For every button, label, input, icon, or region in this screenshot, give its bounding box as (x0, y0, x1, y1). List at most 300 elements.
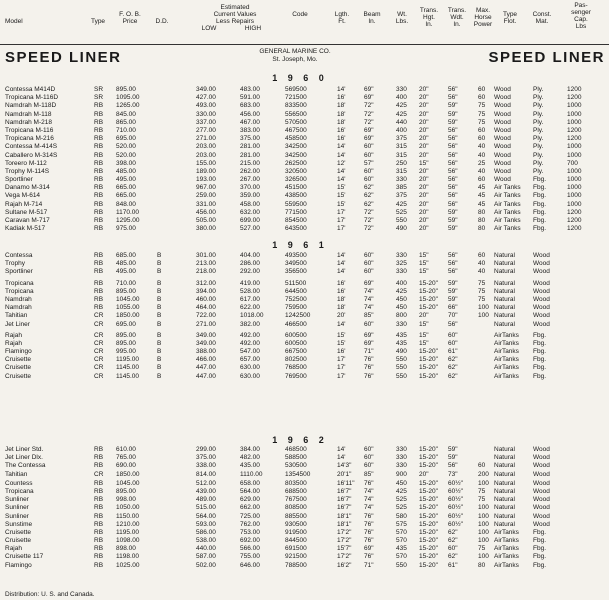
cell-cap: 1000 (567, 102, 582, 110)
cell-cap: 700 (567, 159, 578, 167)
cell-beam: 85" (364, 312, 374, 320)
cell-wdt: 61" (448, 348, 458, 356)
cell-cap: 1000 (567, 192, 582, 200)
cell-hgt: 20" (419, 200, 429, 208)
cell-code: 451500 (285, 184, 307, 192)
cell-high: 622.00 (240, 304, 260, 312)
cell-low: 967.00 (196, 184, 216, 192)
cell-mat: Ply. (533, 118, 544, 126)
brand-left-title: SPEED LINER (5, 49, 122, 66)
cell-code: 467500 (285, 126, 307, 134)
cell-lgth: 14' (337, 446, 346, 453)
cell-wdt: 62" (448, 364, 458, 372)
cell-cap: 1200 (567, 126, 582, 134)
cell-mat: Wood (533, 295, 550, 303)
cell-model: Jet Liner (5, 320, 30, 328)
cell-wdt: 60" (448, 545, 458, 553)
cell-hgt: 20" (419, 86, 429, 93)
cell-beam: 76" (364, 479, 374, 487)
cell-type: RB (94, 208, 104, 216)
cell-hgt: 20" (419, 126, 429, 134)
cell-model: Toreero M-112 (5, 159, 47, 167)
cell-flat: Natural (494, 268, 515, 276)
cell-wt: 425 (396, 110, 407, 118)
header-mat: Const. Mat. (532, 11, 552, 25)
header-hp: Max. Horse Power (473, 7, 493, 28)
cell-code: 667500 (285, 348, 307, 356)
cell-low: 440.00 (196, 545, 216, 553)
cell-code: 885500 (285, 512, 307, 520)
cell-price: 665.00 (116, 184, 136, 192)
cell-hgt: 15-20" (419, 496, 438, 504)
cell-wdt: 60½" (448, 496, 463, 504)
cell-low: 493.00 (196, 102, 216, 110)
cell-type: RB (94, 512, 104, 520)
cell-model: Namdrah M-218 (5, 118, 52, 126)
cell-beam: 72" (364, 208, 374, 216)
cell-cap: 1200 (567, 135, 582, 143)
cell-price: 1198.00 (116, 553, 140, 561)
cell-high: 527.00 (240, 225, 260, 233)
cell-wdt: 59" (448, 118, 458, 126)
table-row (0, 288, 609, 296)
cell-beam: 60" (364, 167, 374, 175)
cell-wt: 385 (396, 184, 407, 192)
cell-model: Rajah M-714 (5, 200, 43, 208)
cell-low: 502.00 (196, 561, 216, 569)
cell-lgth: 14' (337, 143, 346, 151)
table-row (0, 296, 609, 304)
cell-low: 331.00 (196, 200, 216, 208)
cell-hgt: 15-20" (419, 520, 438, 528)
cell-lgth: 14' (337, 151, 346, 159)
cell-wt: 330 (396, 252, 407, 259)
cell-wdt: 56" (448, 159, 458, 167)
cell-high: 662.00 (240, 504, 260, 512)
cell-high: 286.00 (240, 260, 260, 268)
cell-mat: Fbg. (533, 372, 547, 380)
cell-type: RB (94, 217, 104, 224)
cell-price: 1145.00 (116, 372, 140, 380)
table-row (0, 160, 609, 168)
cell-wt: 330 (396, 454, 407, 462)
cell-price: 865.00 (116, 118, 136, 126)
cell-type: RB (94, 295, 104, 303)
company-city: St. Joseph, Mo. (272, 55, 318, 63)
cell-hgt: 15-20" (419, 479, 438, 487)
cell-high: 382.00 (240, 320, 260, 328)
cell-wt: 490 (396, 348, 407, 356)
cell-wt: 525 (396, 208, 407, 216)
cell-lgth: 15' (337, 200, 346, 208)
cell-hgt: 15-20" (419, 537, 438, 545)
cell-type: RB (94, 268, 104, 276)
cell-beam: 76" (364, 372, 374, 380)
cell-code: 342500 (285, 143, 307, 151)
table-row (0, 348, 609, 356)
cell-beam: 69" (364, 126, 374, 134)
cell-low: 460.00 (196, 295, 216, 303)
cell-mat: Wood (533, 304, 550, 312)
cell-dd: B (157, 320, 162, 328)
cell-mat: Fbg. (533, 192, 547, 200)
cell-dd: B (157, 252, 162, 259)
cell-hgt: 15-20" (419, 504, 438, 512)
section-table (0, 86, 609, 233)
cell-dd: B (157, 279, 162, 287)
cell-wdt: 59" (448, 217, 458, 224)
cell-dd: B (157, 312, 162, 320)
cell-beam: 62" (364, 192, 374, 200)
cell-wdt: 59" (448, 279, 458, 287)
cell-hp: 60 (478, 135, 486, 143)
cell-high: 566.00 (240, 545, 260, 553)
cell-beam: 60" (364, 320, 374, 328)
cell-model: Namdrah (5, 295, 32, 303)
cell-price: 520.00 (116, 143, 136, 151)
cell-hgt: 15-20" (419, 545, 438, 553)
cell-price: 895.00 (116, 331, 136, 339)
cell-beam: 76" (364, 528, 374, 536)
cell-low: 538.00 (196, 537, 216, 545)
cell-wdt: 60" (448, 331, 458, 339)
cell-high: 482.00 (240, 454, 260, 462)
cell-wt: 900 (396, 470, 407, 478)
cell-lgth: 15' (337, 331, 346, 339)
cell-beam: 76" (364, 356, 374, 364)
cell-flat: AirTanks (494, 331, 519, 339)
cell-hp: 100 (478, 553, 489, 561)
cell-wdt: 56" (448, 268, 458, 276)
cell-mat: Fbg. (533, 528, 547, 536)
cell-wdt: 56" (448, 462, 458, 470)
cell-high: 215.00 (240, 159, 260, 167)
cell-low: 193.00 (196, 176, 216, 184)
cell-dd: B (157, 348, 162, 356)
cell-low: 564.00 (196, 512, 216, 520)
cell-mat: Fbg. (533, 208, 547, 216)
cell-wt: 450 (396, 295, 407, 303)
cell-model: Sunliner (5, 512, 29, 520)
cell-lgth: 17' (337, 225, 346, 233)
cell-wt: 425 (396, 200, 407, 208)
cell-mat: Fbg. (533, 545, 547, 553)
cell-code: 752500 (285, 295, 307, 303)
cell-beam: 72" (364, 110, 374, 118)
cell-hgt: 15-20" (419, 372, 438, 380)
cell-hgt: 15-20" (419, 364, 438, 372)
cell-hp: 100 (478, 528, 489, 536)
cell-price: 1150.00 (116, 512, 140, 520)
cell-type: RB (94, 454, 104, 462)
cell-lgth: 14' (337, 260, 346, 268)
cell-beam: 72" (364, 225, 374, 233)
cell-price: 1145.00 (116, 364, 140, 372)
cell-type: RB (94, 504, 104, 512)
cell-lgth: 15'7" (337, 545, 352, 553)
cell-code: 320500 (285, 167, 307, 175)
cell-model: Tropicana M-116D (5, 94, 59, 102)
table-row (0, 143, 609, 151)
cell-mat: Fbg. (533, 364, 547, 372)
cell-price: 495.00 (116, 176, 136, 184)
cell-code: 844500 (285, 537, 307, 545)
cell-flat: Air Tanks (494, 208, 521, 216)
cell-dd: B (157, 268, 162, 276)
cell-low: 271.00 (196, 320, 216, 328)
cell-mat: Wood (533, 446, 550, 453)
cell-code: 458500 (285, 135, 307, 143)
cell-model: Caravan M-717 (5, 217, 50, 224)
cell-model: Rajah (5, 545, 22, 553)
cell-hp: 75 (478, 279, 486, 287)
cell-flat: Wood (494, 159, 511, 167)
table-row (0, 321, 609, 329)
cell-hgt: 20" (419, 94, 429, 102)
cell-low: 312.00 (196, 279, 216, 287)
cell-type: RB (94, 446, 104, 453)
cell-beam: 76" (364, 520, 374, 528)
cell-lgth: 16'2" (337, 561, 352, 569)
cell-type: RB (94, 225, 104, 233)
cell-hp: 60 (478, 126, 486, 134)
cell-beam: 72" (364, 217, 374, 224)
cell-price: 1095.00 (116, 94, 140, 102)
cell-price: 995.00 (116, 348, 136, 356)
cell-wt: 575 (396, 520, 407, 528)
cell-code: 600500 (285, 339, 307, 347)
cell-beam: 60" (364, 268, 374, 276)
cell-code: 262500 (285, 159, 307, 167)
cell-code: 570500 (285, 118, 307, 126)
cell-mat: Wood (533, 487, 550, 495)
cell-lgth: 15' (337, 339, 346, 347)
header-type: Type (90, 18, 106, 25)
header-wdt: Trans. Wdt. In. (447, 7, 467, 28)
cell-mat: Wood (533, 279, 550, 287)
cell-beam: 69" (364, 331, 374, 339)
cell-hp: 40 (478, 167, 486, 175)
cell-code: 511500 (285, 279, 307, 287)
cell-lgth: 17'2" (337, 528, 352, 536)
cell-lgth: 14'3" (337, 462, 352, 470)
cell-beam: 60" (364, 446, 374, 453)
cell-hp: 40 (478, 260, 486, 268)
cell-code: 493500 (285, 252, 307, 259)
table-row (0, 332, 609, 340)
cell-hp: 100 (478, 312, 489, 320)
cell-beam: 62" (364, 184, 374, 192)
cell-lgth: 14' (337, 167, 346, 175)
cell-code: 1354500 (285, 470, 311, 478)
cell-mat: Wood (533, 287, 550, 295)
cell-high: 657.00 (240, 356, 260, 364)
cell-price: 765.00 (116, 454, 136, 462)
cell-beam: 60" (364, 462, 374, 470)
cell-price: 398.00 (116, 159, 136, 167)
cell-hgt: 15-20" (419, 487, 438, 495)
cell-low: 349.00 (196, 331, 216, 339)
cell-low: 587.00 (196, 553, 216, 561)
cell-hgt: 15" (419, 320, 429, 328)
cell-mat: Wood (533, 320, 550, 328)
cell-high: 591.00 (240, 94, 260, 102)
cell-lgth: 16'11" (337, 479, 355, 487)
cell-flat: AirTanks (494, 348, 519, 356)
table-row (0, 521, 609, 529)
cell-low: 375.00 (196, 454, 216, 462)
cell-type: SR (94, 86, 104, 93)
cell-flat: Wood (494, 118, 511, 126)
cell-price: 895.00 (116, 86, 136, 93)
cell-low: 349.00 (196, 339, 216, 347)
table-row (0, 488, 609, 496)
cell-cap: 1000 (567, 151, 582, 159)
cell-beam: 69" (364, 339, 374, 347)
cell-hp: 60 (478, 462, 486, 470)
cell-hgt: 20" (419, 118, 429, 126)
cell-cap: 1200 (567, 217, 582, 224)
cell-mat: Ply. (533, 143, 544, 151)
cell-model: Contessa (5, 252, 33, 259)
cell-hp: 100 (478, 520, 489, 528)
cell-wt: 550 (396, 217, 407, 224)
cell-wt: 490 (396, 225, 407, 233)
cell-beam: 57" (364, 159, 374, 167)
cell-cap: 1000 (567, 118, 582, 126)
cell-wdt: 60½" (448, 512, 463, 520)
cell-code: 643500 (285, 225, 307, 233)
cell-wt: 325 (396, 260, 407, 268)
cell-high: 404.00 (240, 252, 260, 259)
header-high: HIGH (244, 25, 262, 32)
cell-wdt: 70" (448, 312, 458, 320)
cell-model: Sunliner (5, 496, 29, 504)
cell-type: RB (94, 561, 104, 569)
cell-flat: Wood (494, 135, 511, 143)
cell-flat: Natural (494, 512, 515, 520)
table-row (0, 184, 609, 192)
table-row (0, 373, 609, 381)
cell-wt: 550 (396, 372, 407, 380)
cell-hp: 75 (478, 118, 486, 126)
cell-low: 466.00 (196, 356, 216, 364)
cell-code: 530500 (285, 462, 307, 470)
cell-price: 495.00 (116, 268, 136, 276)
cell-high: 646.00 (240, 561, 260, 569)
cell-hgt: 15" (419, 252, 429, 259)
cell-beam: 72" (364, 102, 374, 110)
table-row (0, 152, 609, 160)
cell-type: RB (94, 553, 104, 561)
cell-hgt: 15" (419, 339, 429, 347)
cell-low: 464.00 (196, 304, 216, 312)
cell-code: 468500 (285, 446, 307, 453)
table-row (0, 496, 609, 504)
cell-flat: Wood (494, 94, 511, 102)
cell-dd: B (157, 372, 162, 380)
cell-type: CR (94, 356, 104, 364)
cell-price: 895.00 (116, 339, 136, 347)
cell-hp: 75 (478, 295, 486, 303)
cell-wt: 400 (396, 126, 407, 134)
cell-price: 1850.00 (116, 470, 140, 478)
cell-price: 1025.00 (116, 561, 140, 569)
cell-type: SR (94, 94, 104, 102)
cell-high: 617.00 (240, 295, 260, 303)
cell-low: 155.00 (196, 159, 216, 167)
cell-mat: Wood (533, 462, 550, 470)
cell-hgt: 15-20" (419, 561, 438, 569)
cell-wdt: 56" (448, 176, 458, 184)
cell-model: Flamingo (5, 561, 32, 569)
cell-type: RB (94, 287, 104, 295)
cell-flat: Wood (494, 143, 511, 151)
cell-code: 768500 (285, 364, 307, 372)
cell-price: 695.00 (116, 135, 136, 143)
cell-mat: Wood (533, 260, 550, 268)
table-row (0, 201, 609, 209)
cell-wdt: 56" (448, 320, 458, 328)
cell-type: CR (94, 364, 104, 372)
cell-flat: Wood (494, 86, 511, 93)
cell-low: 512.00 (196, 479, 216, 487)
brand-right-title: SPEED LINER (488, 49, 605, 66)
cell-high: 492.00 (240, 331, 260, 339)
cell-hgt: 15-20" (419, 348, 438, 356)
cell-wt: 330 (396, 176, 407, 184)
year-heading: 1 9 6 1 (272, 240, 328, 250)
cell-wt: 550 (396, 356, 407, 364)
cell-high: 359.00 (240, 192, 260, 200)
cell-high: 375.00 (240, 135, 260, 143)
cell-low: 447.00 (196, 364, 216, 372)
cell-high: 267.00 (240, 176, 260, 184)
cell-lgth: 18' (337, 304, 346, 312)
cell-wt: 400 (396, 279, 407, 287)
cell-wdt: 59" (448, 446, 458, 453)
table-row (0, 102, 609, 110)
cell-hgt: 15" (419, 331, 429, 339)
cell-hp: 75 (478, 496, 486, 504)
table-row (0, 119, 609, 127)
cell-type: RB (94, 479, 104, 487)
cell-mat: Wood (533, 504, 550, 512)
cell-hgt: 15-20" (419, 304, 438, 312)
cell-beam: 76" (364, 553, 374, 561)
cell-wt: 330 (396, 320, 407, 328)
cell-lgth: 16' (337, 279, 346, 287)
cell-hgt: 15" (419, 260, 429, 268)
cell-lgth: 17' (337, 356, 346, 364)
cell-high: 458.00 (240, 200, 260, 208)
cell-beam: 76" (364, 512, 374, 520)
cell-mat: Fbg. (533, 561, 547, 569)
cell-mat: Ply. (533, 86, 544, 93)
cell-model: Tahitian (5, 312, 28, 320)
cell-high: 292.00 (240, 268, 260, 276)
cell-price: 710.00 (116, 279, 136, 287)
cell-type: RB (94, 537, 104, 545)
cell-hp: 60 (478, 252, 486, 259)
cell-price: 975.00 (116, 225, 136, 233)
cell-type: RB (94, 184, 104, 192)
cell-price: 845.00 (116, 110, 136, 118)
cell-low: 259.00 (196, 192, 216, 200)
cell-type: RB (94, 462, 104, 470)
cell-beam: 74" (364, 487, 374, 495)
cell-beam: 60" (364, 454, 374, 462)
